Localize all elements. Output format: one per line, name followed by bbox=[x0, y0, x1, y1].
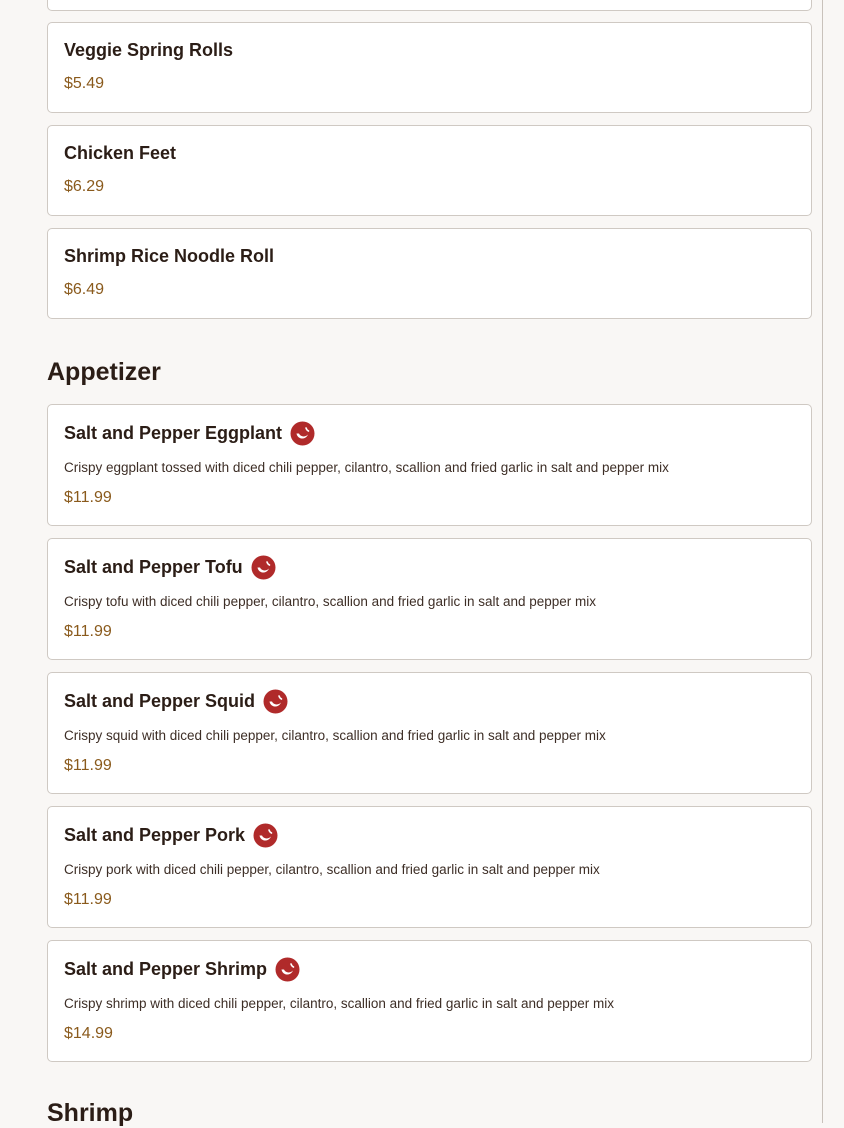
menu-item-price: $6.29 bbox=[64, 178, 105, 195]
menu-item-name: Veggie Spring Rolls bbox=[64, 40, 234, 60]
menu-item-card[interactable] bbox=[47, 404, 812, 526]
menu-item-price: $11.99 bbox=[64, 891, 112, 908]
menu-item-name-row bbox=[64, 689, 288, 714]
menu-item-card[interactable] bbox=[47, 806, 812, 928]
menu-item-name: Salt and Pepper Shrimp bbox=[64, 959, 268, 979]
menu-item-card[interactable] bbox=[47, 940, 812, 1062]
menu-item-description: Crispy pork with diced chili pepper, cilantro, scallion and fried garlic in salt and pepper mix bbox=[64, 862, 600, 877]
chili-pepper-icon bbox=[253, 823, 278, 848]
chili-pepper-icon bbox=[290, 421, 315, 446]
menu-item-name-row bbox=[64, 421, 315, 446]
chili-pepper-icon bbox=[251, 555, 276, 580]
menu-item-card[interactable] bbox=[47, 228, 812, 319]
menu-item-name-row bbox=[64, 957, 300, 982]
menu-item-name-row bbox=[64, 823, 278, 848]
menu-item-description: Crispy eggplant tossed with diced chili pepper, cilantro, scallion and fried garlic in salt and pepper mix bbox=[64, 460, 669, 475]
page-right-border bbox=[822, 0, 823, 1123]
menu-item-name: Shrimp Rice Noodle Roll bbox=[64, 246, 275, 266]
menu-item-name: Salt and Pepper Tofu bbox=[64, 557, 243, 577]
menu-item-price: $6.49 bbox=[64, 281, 105, 298]
menu-item-name: Salt and Pepper Eggplant bbox=[64, 423, 283, 443]
chili-pepper-icon bbox=[263, 689, 288, 714]
menu-item-price: $5.49 bbox=[64, 75, 105, 92]
section-title-appetizer: Appetizer bbox=[47, 358, 161, 386]
menu-item-price: $11.99 bbox=[64, 757, 112, 774]
menu-item-description: Crispy tofu with diced chili pepper, cilantro, scallion and fried garlic in salt and pepper mix bbox=[64, 594, 597, 609]
menu-item-price: $11.99 bbox=[64, 623, 112, 640]
section-title-shrimp: Shrimp bbox=[47, 1099, 134, 1127]
menu-item-name: Chicken Feet bbox=[64, 143, 177, 163]
menu-item-description: Crispy squid with diced chili pepper, cilantro, scallion and fried garlic in salt and pepper mix bbox=[64, 728, 606, 743]
menu-item-name: Salt and Pepper Squid bbox=[64, 691, 256, 711]
menu-item-name-row bbox=[64, 555, 276, 580]
chili-pepper-icon bbox=[275, 957, 300, 982]
menu-item-card[interactable] bbox=[47, 125, 812, 216]
menu-item-card[interactable] bbox=[47, 538, 812, 660]
menu-item-name: Salt and Pepper Pork bbox=[64, 825, 246, 845]
menu-item-description: Crispy shrimp with diced chili pepper, cilantro, scallion and fried garlic in salt and pepper mix bbox=[64, 996, 615, 1011]
menu-item-price: $14.99 bbox=[64, 1025, 113, 1042]
menu-item-price: $11.99 bbox=[64, 489, 112, 506]
menu-item-card[interactable] bbox=[47, 22, 812, 113]
menu-item-card-partial[interactable] bbox=[47, 0, 812, 11]
menu-item-card[interactable] bbox=[47, 672, 812, 794]
